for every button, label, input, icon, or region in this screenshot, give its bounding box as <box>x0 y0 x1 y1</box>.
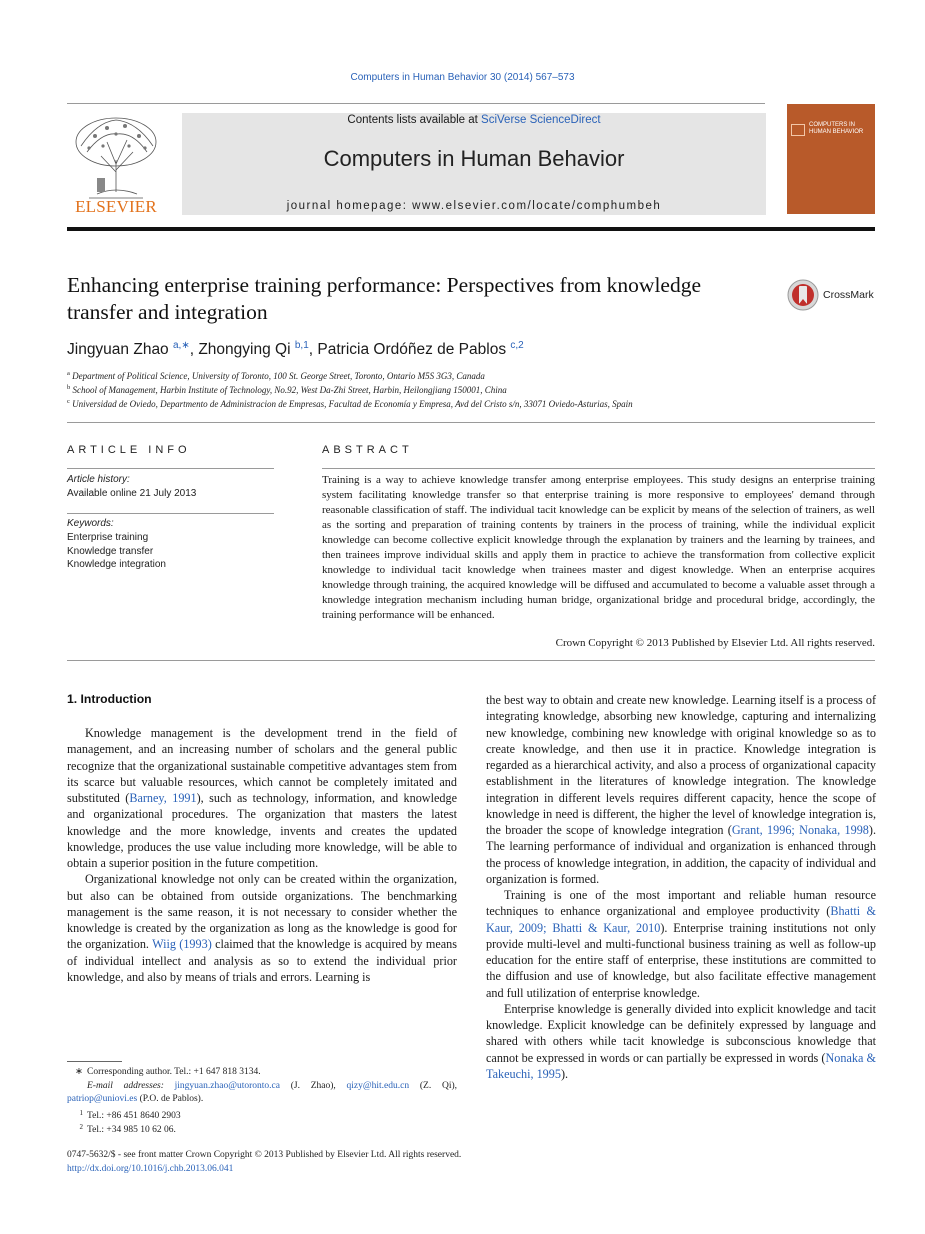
author-marker[interactable]: b,1 <box>294 340 309 351</box>
affiliation-mark: a <box>67 370 70 377</box>
email-link[interactable]: qizy@hit.edu.cn <box>346 1081 410 1091</box>
history-value: Available online 21 July 2013 <box>67 488 197 499</box>
body-column-right <box>486 692 876 1082</box>
paragraph-text: Enterprise knowledge is generally divided into explicit knowledge and tacit knowledge. Explicit knowledge can be definitely expressed by language and shared with others while tacit knowledge is subconscious knowledge that cannot be expressed in words or can partially be expressed in words ( <box>486 1001 876 1065</box>
footnote-rule <box>67 1061 122 1062</box>
paragraph-text: claimed that the knowledge is acquired by means of individual intellect and analysis as so to extend the individual prior knowledge, and also by means of trials and errors. Learning is <box>67 937 457 984</box>
author-name: Patricia Ordóñez de Pablos <box>317 341 507 359</box>
paragraph-text: ), such as technology, information, and knowledge and organizational procedures. The organization that masters the latest knowledge and the more knowledge, invents and creates the updated knowledge, produces the use value including more knowledge, will be able to obtain a superior position in the future competition. <box>67 791 457 870</box>
footnote-text: Corresponding author. Tel.: +1 647 818 3134. <box>87 1067 261 1077</box>
article-info-heading: ARTICLE INFO <box>67 444 191 456</box>
body-paragraph <box>486 887 876 1001</box>
journal-reference[interactable]: Computers in Human Behavior 30 (2014) 567–573 <box>350 72 575 83</box>
body-paragraph <box>486 692 876 887</box>
email-link[interactable]: jingyuan.zhao@utoronto.ca <box>174 1081 280 1091</box>
article-title: Enhancing enterprise training performance: Perspectives from knowledge transfer and integration <box>67 273 702 324</box>
affiliation-text: School of Management, Harbin Institute of Technology, No.92, West Da-Zhi Street, Harbin, Heilongjiang 150001, China <box>72 385 507 395</box>
affiliation-mark: c <box>67 398 70 405</box>
journal-title: Computers in Human Behavior <box>323 146 625 171</box>
journal-cover-thumbnail[interactable] <box>787 104 875 214</box>
footnote-corresponding <box>67 1066 457 1079</box>
author-name: Jingyuan Zhao <box>67 341 169 359</box>
footnote-text: Tel.: +86 451 8640 2903 <box>87 1111 181 1121</box>
paragraph-text: ). The learning performance of individual and organization is enhanced through the process of knowledge integration, in addition, the capacity of individual and organization is formed. <box>486 823 876 886</box>
author-separator: , <box>308 341 318 359</box>
affiliation-text: Universidad de Oviedo, Departmento de Administracion de Empresas, Facultad de Economía y Empresa, Avd del Cristo s/n, 33071 Oviedo-Asturias, Spain <box>72 399 633 409</box>
body-paragraph <box>67 725 457 871</box>
citation-link[interactable]: Bhatti & Kaur, 2009; Bhatti & Kaur, 2010 <box>486 904 876 935</box>
contents-line <box>182 114 766 126</box>
cover-emblem-icon <box>791 124 805 136</box>
keywords-label: Keywords: <box>67 518 114 529</box>
citation-link[interactable]: Barney, 1991 <box>129 791 197 805</box>
citation-link[interactable]: Grant, 1996; Nonaka, 1998 <box>731 823 869 837</box>
keywords-rule <box>67 513 274 514</box>
author-marker[interactable]: c,2 <box>510 340 524 351</box>
contents-prefix: Contents lists available at <box>347 114 482 126</box>
citation-link[interactable]: Nonaka & Takeuchi, 1995 <box>486 1050 876 1081</box>
abstract-copyright: Crown Copyright © 2013 Published by Elsevier Ltd. All rights reserved. <box>555 637 875 649</box>
crossmark-label[interactable]: CrossMark <box>823 289 874 301</box>
history-label: Article history: <box>67 474 130 485</box>
paragraph-text: Training is one of the most important and reliable human resource techniques to enhance organizational and employee productivity ( <box>486 888 876 919</box>
author-marker[interactable]: a,∗ <box>173 340 190 351</box>
affiliation-b <box>67 384 875 395</box>
paragraph-text: Knowledge management is the development trend in the field of management, and an increasing number of scholars and the general public recognize that the organizational sustainable competitive advantages stem from its scarce but valuable resources, which cannot be completely imitated and substituted ( <box>67 726 457 805</box>
abstract-heading: ABSTRACT <box>322 444 413 456</box>
affiliation-mark: b <box>67 384 71 391</box>
elsevier-wordmark[interactable]: ELSEVIER <box>75 197 157 216</box>
abstract-bottom-rule <box>67 660 875 661</box>
paragraph-text: Organizational knowledge not only can be created within the organization, but also can be obtained from outside organizations. The benchmarking management is the same reason, it is not necessary to consider whether the knowledge is created by the organization as long as the knowledge is good for the organization. <box>67 872 457 952</box>
citation-link[interactable]: Wiig (1993) <box>152 937 212 952</box>
article-info-rule <box>67 468 274 469</box>
issn-line: 0747-5632/$ - see front matter Crown Copyright © 2013 Published by Elsevier Ltd. All rights reserved. <box>67 1150 462 1160</box>
paragraph-text: ). Enterprise training institutions not only provide multi-level and multi-functional business training as well as follow-up education for the entire staff of enterprise, these institutions are committed to the diffusion and use of knowledge, but also facilitate effective management and full utilization of enterprise knowledge. <box>486 920 877 1000</box>
email-owner: (J. Zhao), <box>279 1081 347 1091</box>
body-column-left <box>67 725 457 985</box>
author-list <box>67 340 827 359</box>
email-owner: (P.O. de Pablos). <box>137 1094 204 1104</box>
affiliation-c <box>67 398 875 409</box>
email-link[interactable]: patriop@uniovi.es <box>67 1094 138 1104</box>
paragraph-text: ). <box>560 1066 569 1081</box>
body-paragraph <box>67 871 457 985</box>
author-name: Zhongying Qi <box>198 341 291 359</box>
keyword: Enterprise training <box>67 532 149 543</box>
body-paragraph <box>486 1001 876 1082</box>
footnote-text: Tel.: +34 985 10 62 06. <box>87 1125 176 1135</box>
footnote-mark: ∗ <box>75 1067 83 1077</box>
paragraph-text: the best way to obtain and create new knowledge. Learning itself is a process of integrating knowledge, absorbing new knowledge, capturing and internalizing new knowledge, combining new knowledge with original knowledge so as to create knowledge, and then use it in practice. Knowledge integration is regarded as a hierarchical activity, and also a process of organizational capacity establishment in the literatures of knowledge integration. The knowledge integration in different levels requires different capacity, hence the scope of knowledge in need is different, the higher the level of knowledge integration is, the broader the scope of knowledge integration ( <box>486 693 876 837</box>
footnote-mark: 1 <box>79 1109 83 1117</box>
abstract-text: Training is a way to achieve knowledge transfer among enterprise employees. This study designs an enterprise training system facilitating knowledge transfer so that enterprise training is more responsive to employees' demand through reasonable classification of staff. The individual tacit knowledge can be explicit by means of the selection of trainers, as well as the sorting and preparation of training contents by trainers in the process of training, while the individual explicit knowledge can become collective explicit knowledge through the explanation by trainers and the learning by trainees, and then trainees improve individual skills and apply them in practice to achieve the transformation from collective explicit knowledge to individual tacit knowledge when trainees master and digest knowledge. When an enterprise acquires knowledge through training, the acquired knowledge will be diffused and accumulated to become a valuable asset through a knowledge integration mechanism including human bridge, organizational bridge and procedural bridge, accordingly, the training performance will be enhanced. <box>322 474 875 621</box>
doi-link[interactable]: http://dx.doi.org/10.1016/j.chb.2013.06.041 <box>67 1164 234 1174</box>
journal-homepage[interactable]: journal homepage: www.elsevier.com/locate/comphumbeh <box>286 200 662 212</box>
affiliation-text: Department of Political Science, University of Toronto, 100 St. George Street, Toronto, Ontario M5S 3G3, Canada <box>72 371 485 381</box>
email-label: E-mail addresses: <box>87 1081 175 1091</box>
author-separator: , <box>189 341 199 359</box>
header-thick-rule <box>67 227 875 231</box>
footnote-emails <box>67 1080 457 1106</box>
affiliation-a <box>67 370 875 381</box>
footnote-mark: 2 <box>79 1123 83 1131</box>
section-heading: 1. Introduction <box>67 692 152 706</box>
keyword: Knowledge integration <box>67 559 166 570</box>
footnote-2 <box>67 1121 457 1137</box>
abstract-rule <box>322 468 875 469</box>
keyword: Knowledge transfer <box>67 545 154 557</box>
header-rule <box>67 103 765 104</box>
email-owner: (Z. Qi), <box>409 1081 457 1091</box>
cover-title: COMPUTERS IN HUMAN BEHAVIOR <box>809 122 864 135</box>
affiliation-rule <box>67 422 875 423</box>
sciencedirect-link[interactable]: SciVerse ScienceDirect <box>481 114 601 126</box>
